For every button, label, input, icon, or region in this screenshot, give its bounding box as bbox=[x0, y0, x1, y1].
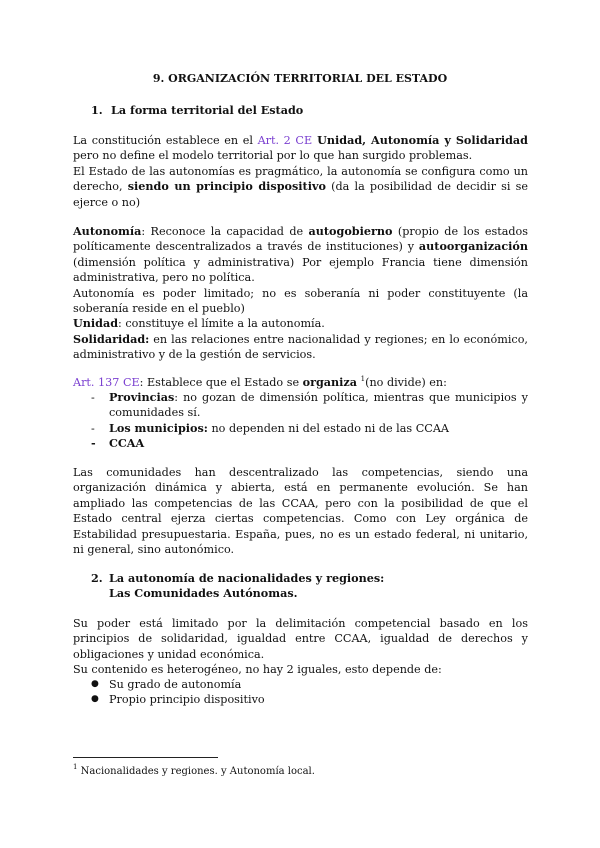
paragraph-poder-limitado: Su poder está limitado por la delimitación competencial basado en los principios de solidaridad, igualdad entre CCAA, igualdad de derechos y obligaciones y unidad económica. bbox=[73, 617, 528, 661]
section-2-number: 2. bbox=[91, 571, 103, 585]
bullet-marker: ● bbox=[91, 694, 99, 704]
section-2-heading: La autonomía de nacionalidades y regiones: bbox=[109, 571, 385, 585]
footnote: $^1$ Nacionalidades y regiones. y Autonomía local. bbox=[73, 763, 315, 777]
list-item-provincias: Provincias: no gozan de dimensión política, mientras que municipios y comunidades sí. bbox=[109, 390, 528, 420]
paragraph-constitution: La constitución establece en el Art. 2 CE Unidad, Autonomía y Solidaridad pero no define el modelo territorial por lo que han surgido problemas. El Estado de las autonomías es pragmático, la autonomía se configura como un derecho, siendo un principio dispositivo (da la posibilidad de decidir si se ejerce o no) bbox=[73, 133, 528, 209]
art-137-ce-link[interactable]: Art. 137 CE bbox=[73, 376, 140, 389]
page-title: 9. ORGANIZACIÓN TERRITORIAL DEL ESTADO bbox=[152, 72, 448, 85]
dash-marker: - bbox=[91, 422, 95, 435]
dash-marker: - bbox=[91, 391, 95, 404]
list-item-ccaa: CCAA bbox=[109, 436, 145, 450]
bullet-marker: ● bbox=[91, 679, 99, 689]
bullet-item: Su grado de autonomía bbox=[109, 678, 242, 691]
paragraph-principles: Autonomía: Reconoce la capacidad de autogobierno (propio de los estados políticamente descentralizados a través de instituciones) y autoorganización (dimensión política y administrativa) Por ejemplo Francia tiene dimensión administrativa, pero no política. Autonomía es poder limitado; no es soberanía ni poder constituyente (la soberanía reside en el pueblo) Unidad: constituye el límite a la autonomía. Solidaridad: en las relaciones entre nacionalidad y regiones; en lo económico, administrativo y de la gestión de servicios. bbox=[73, 224, 529, 362]
art-137-line: Art. 137 CE: Establece que el Estado se organiza $^1$(no divide) en: bbox=[73, 375, 447, 389]
bullet-item: Propio principio dispositivo bbox=[109, 693, 265, 706]
list-item-municipios: Los municipios: no dependen ni del estado ni de las CCAA bbox=[109, 421, 450, 435]
paragraph-contenido: Su contenido es heterogéneo, no hay 2 iguales, esto depende de: bbox=[73, 663, 442, 676]
section-1-heading: La forma territorial del Estado bbox=[111, 103, 304, 117]
dash-marker: - bbox=[91, 436, 96, 450]
section-2-subheading: Las Comunidades Autónomas. bbox=[109, 586, 298, 600]
paragraph-descentralizacion: Las comunidades han descentralizado las competencias, siendo una organización dinámica y abierta, está en permanente evolución. Se han ampliado las competencias de las CCAA, pero con la posibilidad de que el Estado central ejerza ciertas competencias. Como con Ley orgánica de Estabilidad presupuestaria. España, pues, no es un estado federal, ni unitario, ni general, sino autonómico. bbox=[73, 466, 528, 557]
section-1-number: 1. bbox=[91, 103, 103, 117]
footnote-ref[interactable]: 1 bbox=[360, 375, 366, 383]
footnote-separator bbox=[73, 757, 218, 758]
art-2-ce-link[interactable]: Art. 2 CE bbox=[257, 134, 313, 147]
